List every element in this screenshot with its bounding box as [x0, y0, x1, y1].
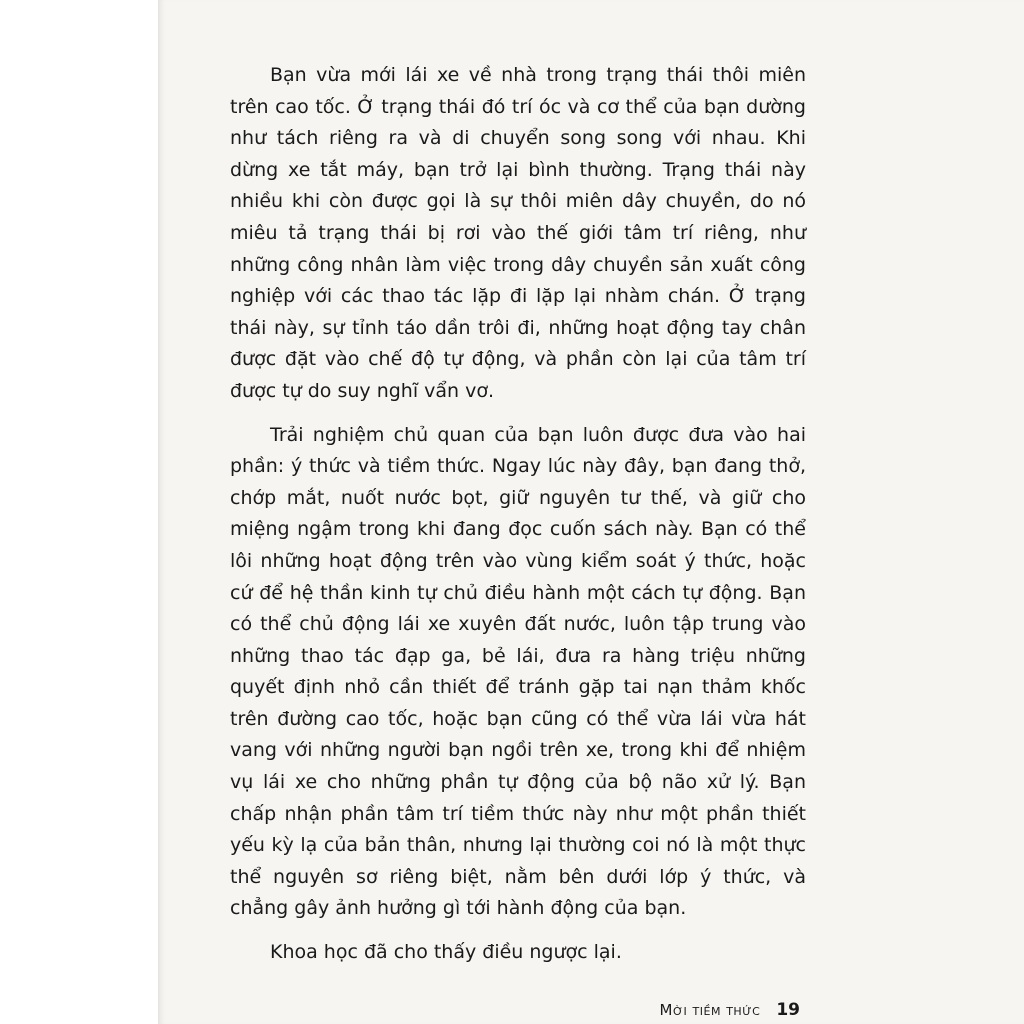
paragraph-1: Bạn vừa mới lái xe về nhà trong trạng thái thôi miên trên cao tốc. Ở trạng thái đó trí óc và cơ thể của bạn dường như tách riêng ra và di chuyển song song với nhau. Khi dừng xe tắt máy, bạn trở lại bình thường. Trạng thái này nhiều khi còn được gọi là sự thôi miên dây chuyền, do nó miêu tả trạng thái bị rơi vào thế giới tâm trí riêng, như những công nhân làm việc trong dây chuyền sản xuất công nghiệp với các thao tác lặp đi lặp lại nhàm chán. Ở trạng thái này, sự tỉnh táo dần trôi đi, những hoạt động tay chân được đặt vào chế độ tự động, và phần còn lại của tâm trí được tự do suy nghĩ vẩn vơ.: [230, 64, 806, 402]
body-text: [230, 60, 806, 969]
page-footer: [660, 1000, 800, 1020]
paragraph-2: Trải nghiệm chủ quan của bạn luôn được đưa vào hai phần: ý thức và tiềm thức. Ngay lúc này đây, bạn đang thở, chớp mắt, nuốt nước bọt, giữ nguyên tư thế, và giữ cho miệng ngậm trong khi đang đọc cuốn sách này. Bạn có thể lôi những hoạt động trên vào vùng kiểm soát ý thức, hoặc cứ để hệ thần kinh tự chủ điều hành một cách tự động. Bạn có thể chủ động lái xe xuyên đất nước, luôn tập trung vào những thao tác đạp ga, bẻ lái, đưa ra hàng triệu những quyết định nhỏ cần thiết để tránh gặp tai nạn thảm khốc trên đường cao tốc, hoặc bạn cũng có thể vừa lái vừa hát vang với những người bạn ngồi trên xe, trong khi để nhiệm vụ lái xe cho những phần tự động của bộ não xử lý. Bạn chấp nhận phần tâm trí tiềm thức này như một phần thiết yếu kỳ lạ của bản thân, nhưng lại thường coi nó là một thực thể nguyên sơ riêng biệt, nằm bên dưới lớp ý thức, và chẳng gây ảnh hưởng gì tới hành động của bạn.: [230, 423, 806, 920]
paragraph-3: Khoa học đã cho thấy điều ngược lại.: [270, 941, 622, 964]
page-number: 19: [776, 1000, 800, 1020]
running-title: Mời tiềm thức: [659, 1001, 761, 1019]
scan-margin: [0, 0, 158, 1024]
